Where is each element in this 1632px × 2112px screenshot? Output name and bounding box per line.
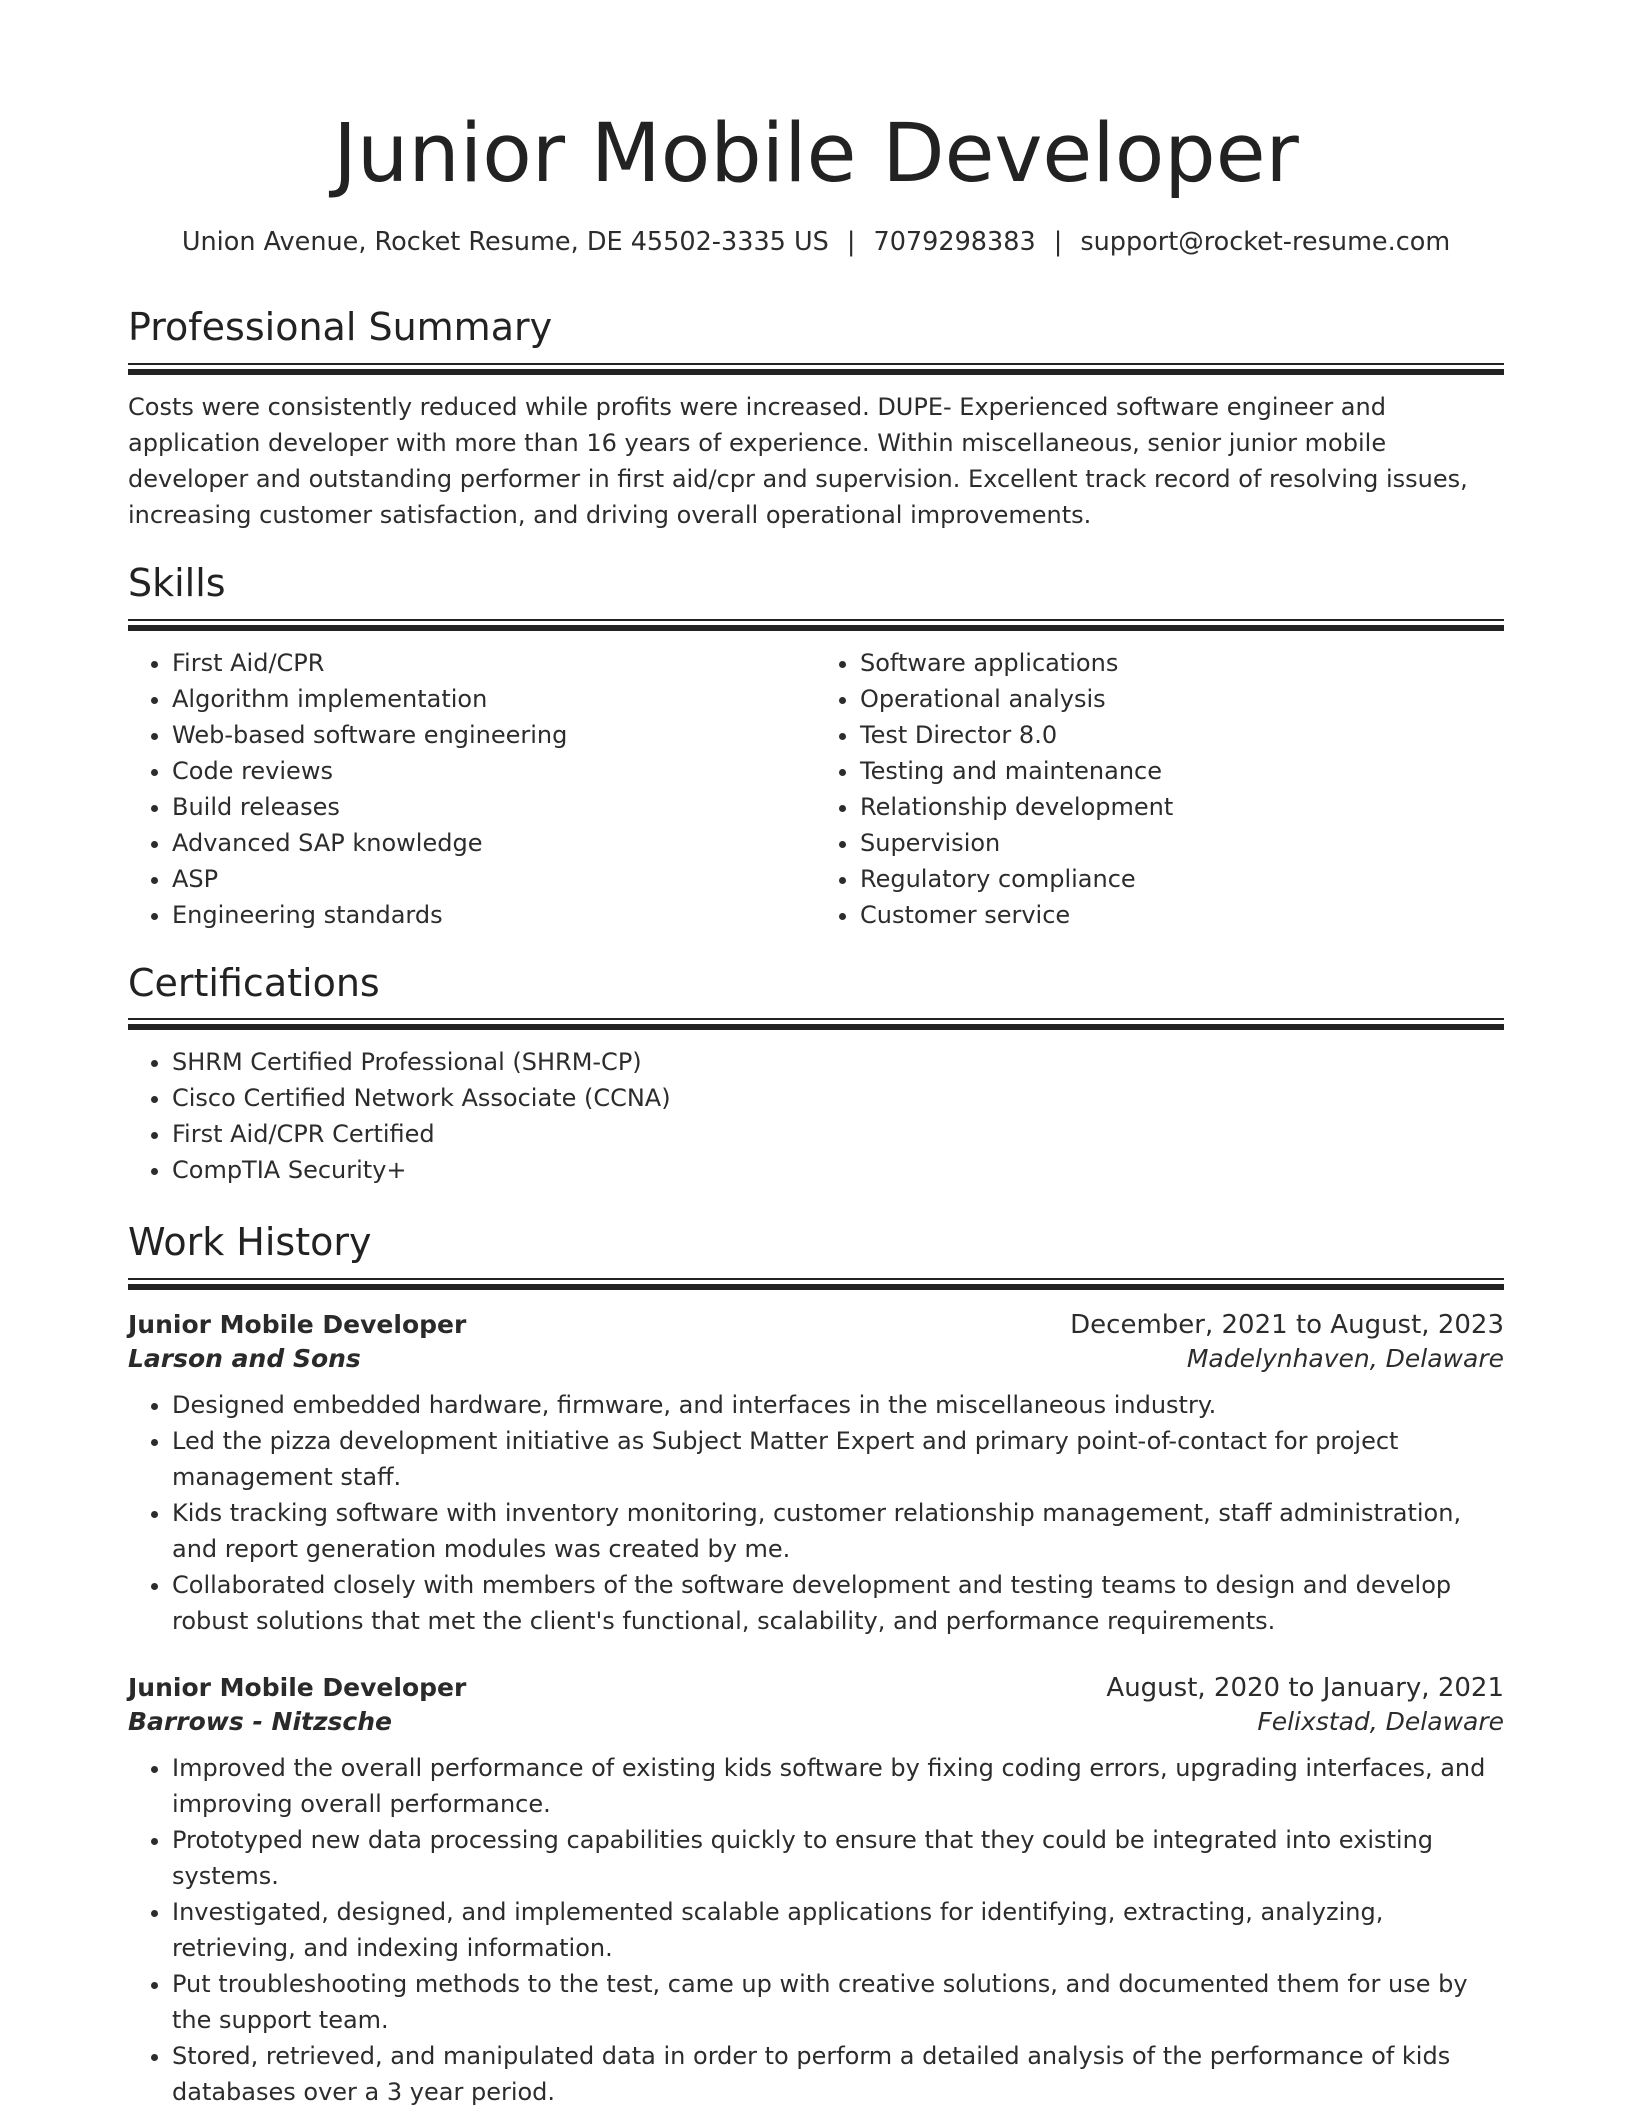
job-bullet: • Collaborated closely with members of the software development and testing teams to design and develop robust solutions that met the client's functional, scalability, and performance requirements. (172, 1567, 1504, 1639)
skills-columns (128, 645, 1504, 933)
job-location: Madelynhaven, Delaware (1186, 1344, 1504, 1374)
job-bullet: • Led the pizza development initiative as Subject Matter Expert and primary point-of-contact for project management staff. (172, 1423, 1504, 1495)
work-history-section (128, 1222, 1504, 2110)
job-bullet: • Stored, retrieved, and manipulated data in order to perform a detailed analysis of the performance of kids databases over a 3 year period. (172, 2038, 1504, 2110)
summary-section (128, 307, 1504, 533)
contact-separator: | (846, 227, 856, 258)
job-bullet: • Kids tracking software with inventory monitoring, customer relationship management, staff administration, and report generation modules was created by me. (172, 1495, 1504, 1567)
section-divider (128, 1278, 1504, 1290)
certifications-section (128, 960, 1504, 1189)
skill-item: • Build releases (172, 789, 816, 825)
section-divider (128, 619, 1504, 631)
job-entry (128, 1673, 1504, 2110)
section-title-skills: Skills (128, 560, 226, 605)
job-bullet: • Prototyped new data processing capabilities quickly to ensure that they could be integrated into existing systems. (172, 1822, 1504, 1894)
skill-item: • Test Director 8.0 (860, 717, 1504, 753)
job-bullets (128, 1387, 1504, 1639)
certification-item: • CompTIA Security+ (172, 1152, 1504, 1188)
section-title-certifications: Certifications (128, 960, 380, 1005)
contact-separator: | (1053, 227, 1063, 258)
skill-item: • Software applications (860, 645, 1504, 681)
section-divider (128, 1018, 1504, 1030)
skill-item: • Regulatory compliance (860, 861, 1504, 897)
certification-item: • SHRM Certified Professional (SHRM-CP) (172, 1044, 1504, 1080)
skills-column-left (128, 645, 816, 933)
skills-list-left (128, 645, 816, 933)
skills-list-right (816, 645, 1504, 933)
skill-item: • ASP (172, 861, 816, 897)
job-dates: December, 2021 to August, 2023 (1070, 1310, 1504, 1341)
certification-item: • Cisco Certified Network Associate (CCNA) (172, 1080, 1504, 1116)
certifications-list (128, 1044, 1504, 1188)
skill-item: • Web-based software engineering (172, 717, 816, 753)
job-subheader-row (128, 1707, 1504, 1736)
skill-item: • Advanced SAP knowledge (172, 825, 816, 861)
job-dates: August, 2020 to January, 2021 (1106, 1673, 1504, 1704)
job-bullet: • Designed embedded hardware, firmware, and interfaces in the miscellaneous industry. (172, 1387, 1504, 1423)
job-bullet: • Improved the overall performance of existing kids software by fixing coding errors, upgrading interfaces, and improving overall performance. (172, 1750, 1504, 1822)
certification-item: • First Aid/CPR Certified (172, 1116, 1504, 1152)
job-bullet: • Put troubleshooting methods to the test, came up with creative solutions, and documented them for use by the support team. (172, 1966, 1504, 2038)
job-company: Larson and Sons (128, 1344, 361, 1374)
job-company: Barrows - Nitzsche (128, 1707, 392, 1737)
contact-line (128, 227, 1504, 257)
skill-item: • Customer service (860, 897, 1504, 933)
skill-item: • Relationship development (860, 789, 1504, 825)
section-divider (128, 363, 1504, 375)
skill-item: • Testing and maintenance (860, 753, 1504, 789)
skills-column-right (816, 645, 1504, 933)
skill-item: • First Aid/CPR (172, 645, 816, 681)
skill-item: • Supervision (860, 825, 1504, 861)
job-entry (128, 1310, 1504, 1639)
job-bullet: • Investigated, designed, and implemented scalable applications for identifying, extracting, analyzing, retrieving, and indexing information. (172, 1894, 1504, 1966)
skill-item: • Operational analysis (860, 681, 1504, 717)
skills-section (128, 560, 1504, 933)
contact-phone: 7079298383 (873, 227, 1036, 258)
resume-name: Junior Mobile Developer (333, 107, 1299, 201)
skill-item: • Algorithm implementation (172, 681, 816, 717)
section-title-summary: Professional Summary (128, 305, 553, 350)
contact-address: Union Avenue, Rocket Resume, DE 45502-3335 US (181, 227, 829, 258)
job-location: Felixstad, Delaware (1257, 1707, 1504, 1737)
resume-page (128, 107, 1504, 2110)
job-title: Junior Mobile Developer (128, 1310, 467, 1340)
contact-email: support@rocket-resume.com (1080, 227, 1451, 258)
skill-item: • Code reviews (172, 753, 816, 789)
job-header-row (128, 1673, 1504, 1703)
job-subheader-row (128, 1344, 1504, 1373)
job-bullets (128, 1750, 1504, 2110)
skill-item: • Engineering standards (172, 897, 816, 933)
job-header-row (128, 1310, 1504, 1340)
job-title: Junior Mobile Developer (128, 1673, 467, 1703)
summary-text: Costs were consistently reduced while profits were increased. DUPE- Experienced software engineer and application developer with more than 16 years of experience. Within miscellaneous, senior junior mobile developer and outstanding performer in first aid/cpr and supervision. Excellent track record of resolving issues, increasing customer satisfaction, and driving overall operational improvements. (128, 392, 1468, 529)
section-title-work-history: Work History (128, 1220, 372, 1265)
